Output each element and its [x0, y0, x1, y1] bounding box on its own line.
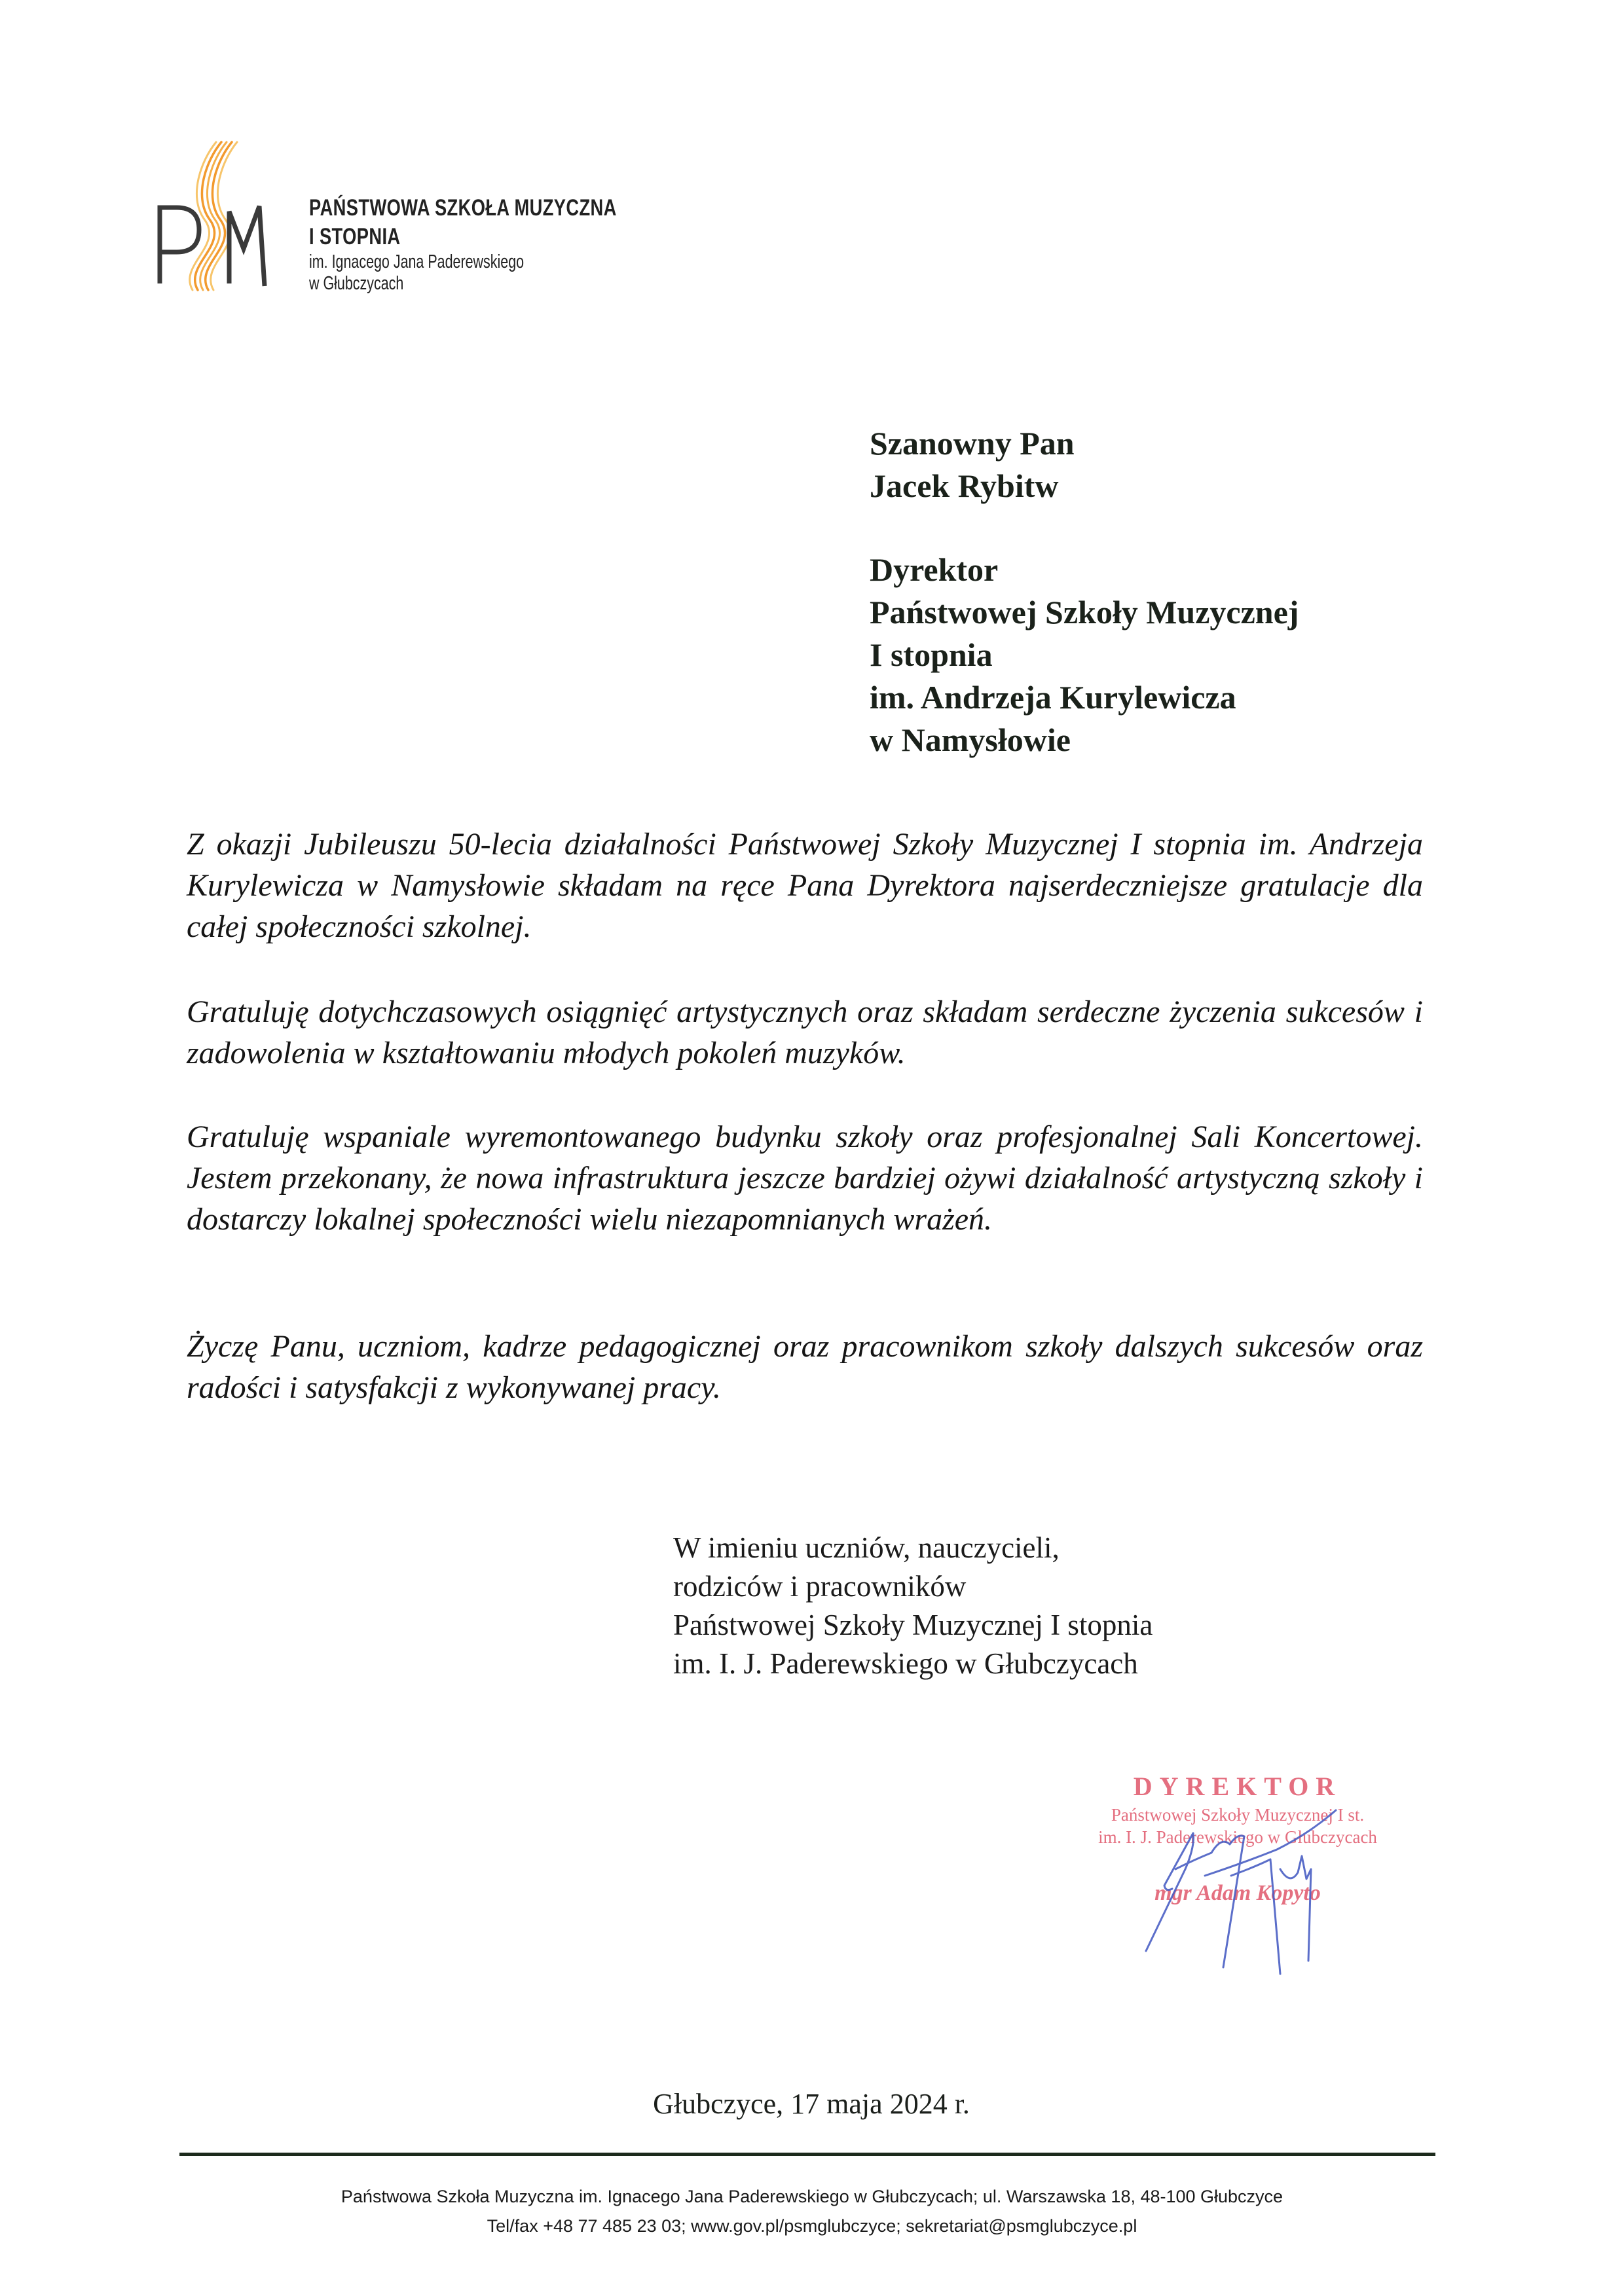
letterhead-patron: im. Ignacego Jana Paderewskiego [309, 251, 525, 272]
addressee-position [870, 549, 1299, 761]
stamp-patron: im. I. J. Paderewskiego w Głubczycach [1098, 1827, 1377, 1847]
director-stamp [1054, 1771, 1421, 1987]
recipient-title: Dyrektor [870, 551, 999, 588]
footer-contact: Tel/fax +48 77 485 23 03; www.gov.pl/psmglubczyce; sekretariat@psmglubczyce.pl [487, 2216, 1137, 2236]
paragraph-text: Życzę Panu, uczniom, kadrze pedagogicznej oraz pracownikom szkoły dalszych sukcesów oraz radości i satysfakcji z wykonywanej pracy. [187, 1329, 1423, 1405]
date-text: Głubczyce, 17 maja 2024 r. [653, 2088, 970, 2120]
paragraph-text: Z okazji Jubileuszu 50-lecia działalności Państwowej Szkoły Muzycznej I stopnia im. Andrzeja Kurylewicza w Namysłowie składam na ręce Pana Dyrektora najserdeczniejsze gratulacje dla całej społeczności szkolnej. [187, 827, 1423, 944]
recipient-institution-line: I stopnia [870, 636, 993, 673]
footer-address: Państwowa Szkoła Muzyczna im. Ignacego Jana Paderewskiego w Głubczycach; ul. Warszawska 18, 48-100 Głubczyce [341, 2187, 1283, 2206]
body-paragraph-2 [187, 991, 1423, 1074]
salutation-line: Szanowny Pan [870, 425, 1075, 462]
closing-line: W imieniu uczniów, nauczycieli, [673, 1531, 1060, 1564]
handwritten-signature-icon [1054, 1771, 1421, 1987]
body-paragraph-3 [187, 1116, 1423, 1240]
closing-line: im. I. J. Paderewskiego w Głubczycach [673, 1647, 1138, 1680]
logo-letter-m [229, 206, 265, 286]
body-paragraph-4 [187, 1326, 1423, 1408]
closing-block [673, 1529, 1153, 1683]
letterhead-city: w Głubczycach [309, 273, 404, 294]
recipient-institution-line: Państwowej Szkoły Muzycznej [870, 594, 1299, 630]
logo-letter-p [160, 208, 199, 283]
psm-logo-icon [152, 134, 270, 295]
letterhead-text [309, 194, 703, 295]
body-paragraph-1 [187, 824, 1423, 947]
letterhead-title-line2: I STOPNIA [309, 224, 401, 249]
closing-line: rodziców i pracowników [673, 1570, 967, 1603]
letter-date [0, 2087, 1624, 2121]
addressee-salutation [870, 422, 1075, 507]
footer-divider [179, 2153, 1435, 2156]
stamp-title: DYREKTOR [1133, 1772, 1342, 1801]
paragraph-text: Gratuluję dotychczasowych osiągnięć artystycznych oraz składam serdeczne życzenia sukcesów i zadowolenia w kształtowaniu młodych pokoleń muzyków. [187, 994, 1423, 1070]
closing-line: Państwowej Szkoły Muzycznej I stopnia [673, 1609, 1153, 1641]
stamp-institution: Państwowej Szkoły Muzycznej I st. [1111, 1805, 1365, 1825]
stamp-name: mgr Adam Kopyto [1154, 1881, 1321, 1905]
recipient-institution-line: w Namysłowie [870, 721, 1071, 758]
school-logo [152, 134, 270, 295]
recipient-institution-line: im. Andrzeja Kurylewicza [870, 679, 1236, 716]
recipient-name: Jacek Rybitw [870, 467, 1059, 504]
letterhead-title-line1: PAŃSTWOWA SZKOŁA MUZYCZNA [309, 195, 617, 221]
paragraph-text: Gratuluję wspaniale wyremontowanego budynku szkoły oraz profesjonalnej Sali Koncertowej. Jestem przekonany, że nowa infrastruktura jeszcze bardziej ożywi działalność artystyczną szkoły i dostarczy lokalnej społeczności wielu niezapomnianych wrażeń. [187, 1120, 1423, 1237]
